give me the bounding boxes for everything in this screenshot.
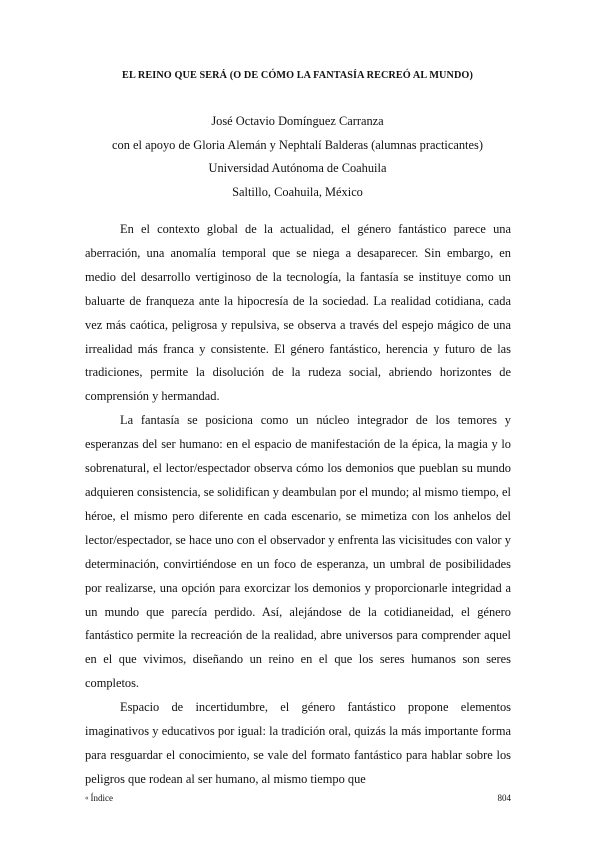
page-footer bbox=[85, 793, 511, 803]
paragraph: En el contexto global de la actualidad, el género fantástico parece una aberración, una anomalía temporal que se niega a desaparecer. Sin embargo, en medio del desarrollo vertiginoso de la tecnología, la fantasía se instituye como un baluarte de franqueza ante la hipocresía de la sociedad. La realidad cotidiana, cada vez más caótica, peligrosa y repulsiva, se observa a través del espejo mágico de una irrealidad más franca y consistente. El género fantástico, herencia y futuro de las tradiciones, permite la disolución de la rudeza social, abriendo horizontes de comprensión y hermandad. bbox=[85, 222, 511, 404]
author-name: José Octavio Domínguez Carranza bbox=[211, 114, 384, 128]
double-chevron-left-icon: « bbox=[85, 793, 89, 802]
document-body bbox=[85, 218, 511, 792]
author-location: Saltillo, Coahuila, México bbox=[232, 184, 363, 199]
author-institution: Universidad Autónoma de Coahuila bbox=[208, 161, 387, 175]
index-link[interactable] bbox=[85, 793, 113, 803]
page-number: 804 bbox=[497, 793, 511, 803]
paragraph: La fantasía se posiciona como un núcleo integrador de los temores y esperanzas del ser humano: en el espacio de manifestación de la épica, la magia y lo sobrenatural, el lector/espectador observa cómo los demonios que pueblan su mundo adquieren consistencia, se solidifican y deambulan por el mundo; al mismo tiempo, el héroe, el mismo pero diferente en cada escenario, se mimetiza con los anhelos del lector/espectador, se hace uno con el observador y enfrenta las vicisitudes con valor y determinación, convirtiéndose en un foco de esperanza, un umbral de posibilidades por realizarse, una opción para exorcizar los demonios y proporcionarle integridad a un mundo que parecía perdido. Así, alejándose de la cotidianeidad, el género fantástico permite la recreación de la realidad, abre universos para comprender aquel en el que vivimos, diseñando un reino en el que los seres humanos son seres completos. bbox=[85, 413, 511, 691]
author-collaborators: con el apoyo de Gloria Alemán y Nephtalí Balderas (alumnas practicantes) bbox=[112, 137, 483, 152]
index-link-label: Índice bbox=[90, 793, 113, 803]
document-title: EL REINO QUE SERÁ (O DE CÓMO LA FANTASÍA RECREÓ AL MUNDO) bbox=[122, 70, 473, 81]
paragraph: Espacio de incertidumbre, el género fantástico propone elementos imaginativos y educativos por igual: la tradición oral, quizás la más importante forma para resguardar el conocimiento, se vale del formato fantástico para hablar sobre los peligros que rodean al ser humano, al mismo tiempo que bbox=[85, 700, 511, 786]
author-block bbox=[60, 110, 535, 204]
